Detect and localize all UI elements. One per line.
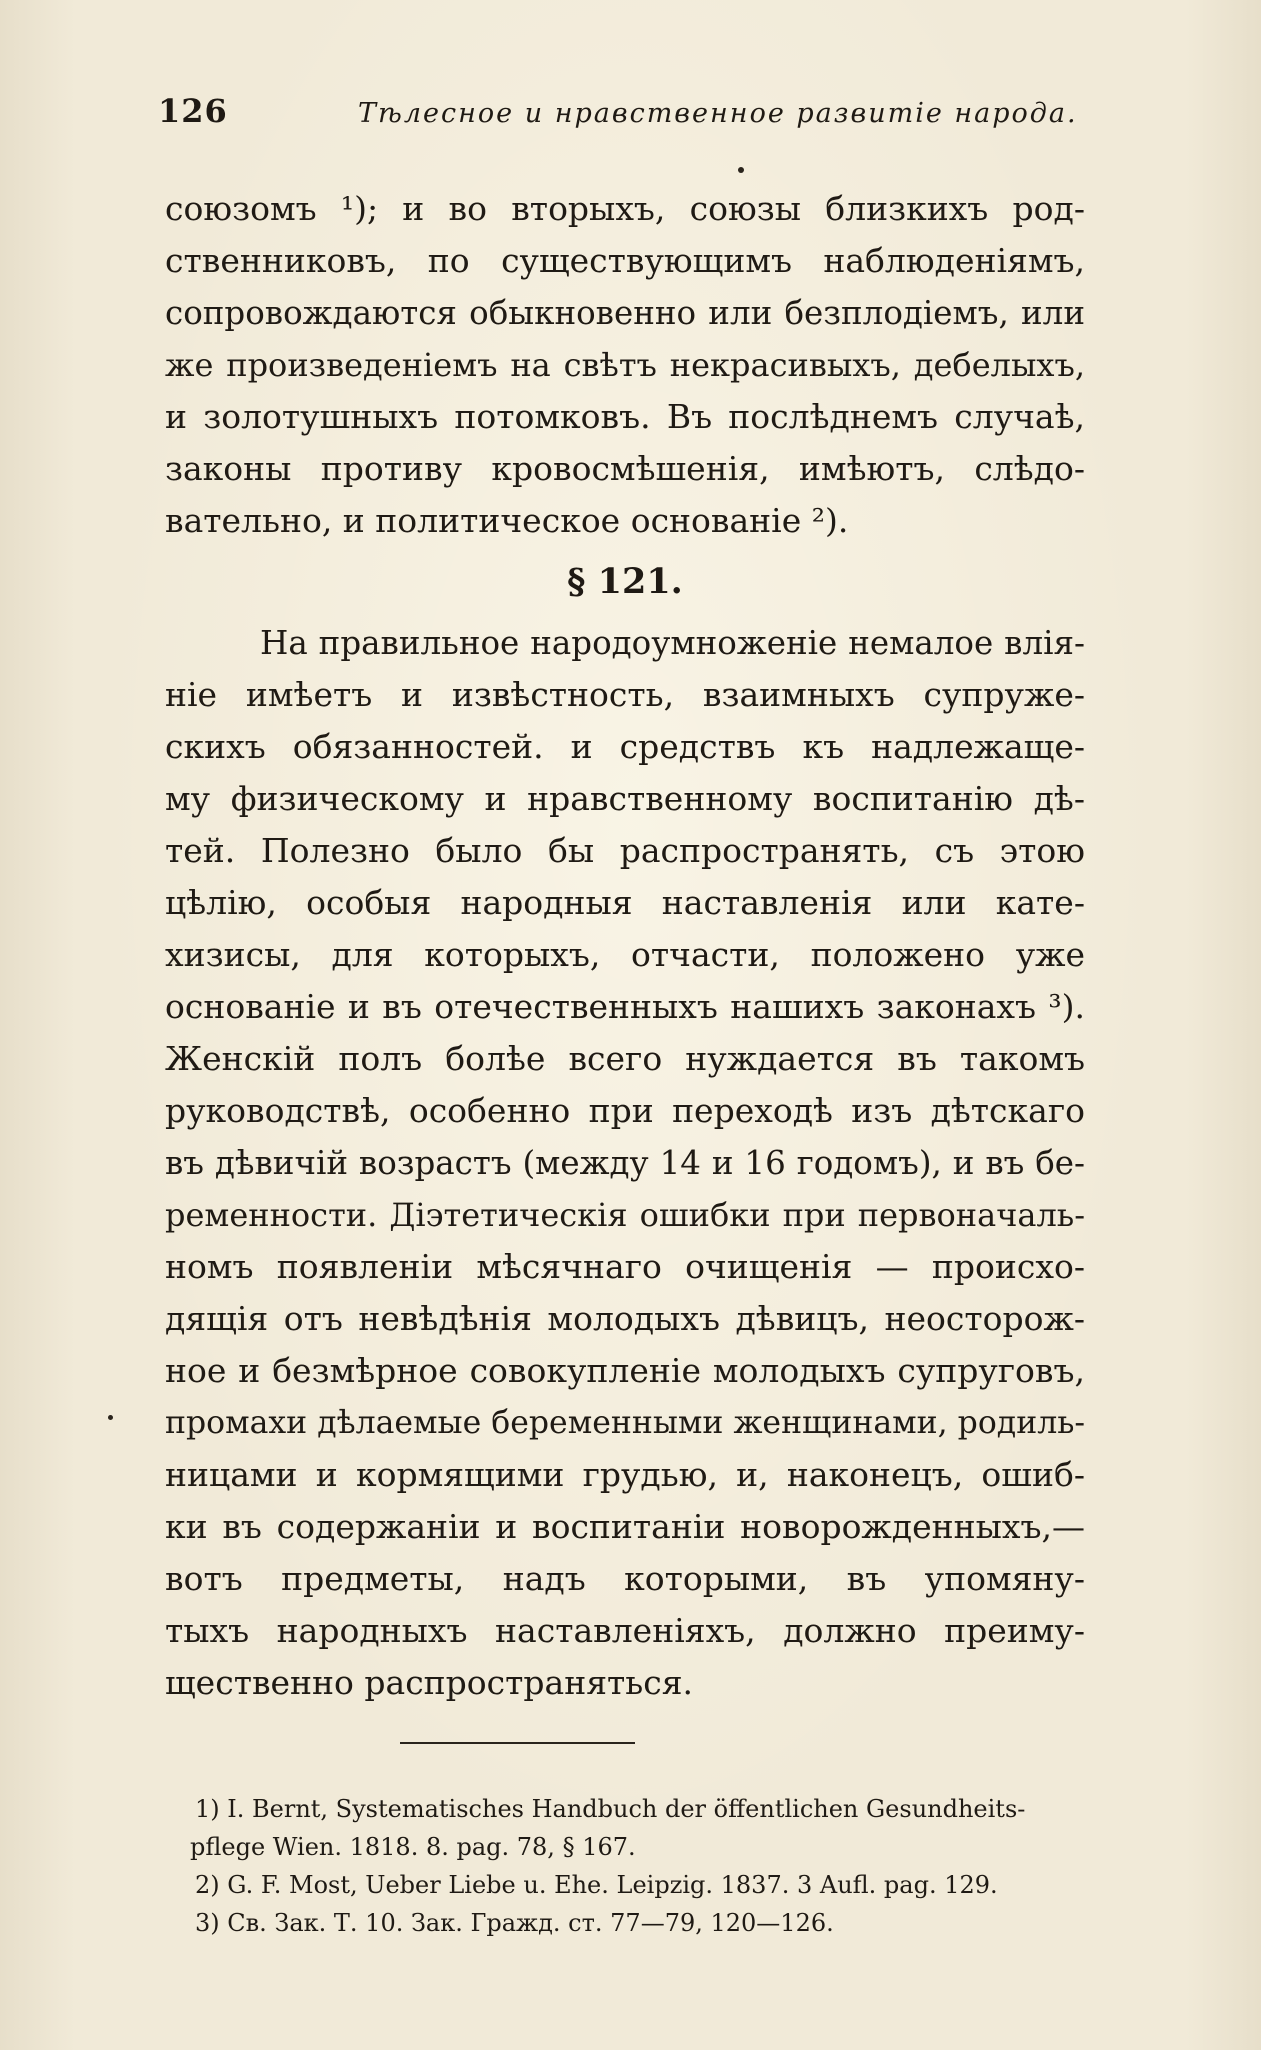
running-title: Тѣлесное и нравственное развитіе народа. (358, 98, 1078, 129)
text-line: ственниковъ, по существующимъ наблюденіямъ, (165, 241, 1085, 280)
footnote-line: pflege Wien. 1818. 8. pag. 78, § 167. (190, 1833, 636, 1861)
paragraph-line: номъ появленіи мѣсячнаго очищенія — происхо- (165, 1247, 1085, 1286)
page-header (158, 92, 1088, 142)
paragraph-line: Женскій полъ болѣе всего нуждается въ такомъ (165, 1039, 1085, 1078)
paragraph-line: му физическому и нравственному воспитанію дѣ- (165, 779, 1085, 818)
footnotes (190, 1790, 1090, 1942)
paragraph-line: тей. Полезно было бы распространять, съ этою (165, 831, 1085, 870)
paragraph-line: тыхъ народныхъ наставленіяхъ, должно преиму- (165, 1611, 1085, 1650)
paragraph-line: ременности. Діэтетическія ошибки при первоначаль- (165, 1196, 1085, 1234)
paragraph-line: ницами и кормящими грудью, и, наконецъ, ошиб- (165, 1455, 1085, 1494)
footnote-line: 2) G. F. Most, Ueber Liebe u. Ehe. Leipzig. 1837. 3 Aufl. pag. 129. (195, 1871, 998, 1899)
paragraph-line: скихъ обязанностей. и средствъ къ надлежаще- (165, 727, 1085, 766)
page-number: 126 (158, 92, 228, 130)
paragraph-line: промахи дѣлаемые беременными женщинами, родиль- (165, 1405, 1085, 1441)
ink-spot (108, 1415, 113, 1420)
text-line: же произведеніемъ на свѣтъ некрасивыхъ, дебелыхъ, (165, 346, 1085, 384)
body-text (165, 183, 1085, 1709)
footnote-divider (400, 1742, 635, 1744)
footnote-line: 1) I. Bernt, Systematisches Handbuch der öffentlichen Gesundheits- (195, 1795, 1026, 1823)
paragraph-line: цѣлію, особыя народныя наставленія или кате- (165, 883, 1085, 922)
paragraph-line: руководствѣ, особенно при переходѣ изъ дѣтскаго (165, 1091, 1085, 1130)
footnote-line: 3) Св. Зак. Т. 10. Зак. Гражд. ст. 77—79, 120—126. (195, 1909, 834, 1937)
paragraph-line: дящія отъ невѣдѣнія молодыхъ дѣвицъ, неосторож- (165, 1299, 1085, 1338)
text-line: законы противу кровосмѣшенія, имѣютъ, слѣдо- (165, 449, 1085, 488)
paragraph-line: хизисы, для которыхъ, отчасти, положено уже (165, 935, 1085, 974)
paragraph-line: вотъ предметы, надъ которыми, въ упомяну- (165, 1559, 1085, 1598)
paragraph-line: щественно распространяться. (165, 1663, 694, 1702)
paragraph-line: ки въ содержаніи и воспитаніи новорожденныхъ,— (165, 1507, 1085, 1546)
ink-spot (738, 167, 744, 173)
paragraph-line: въ дѣвичій возрастъ (между 14 и 16 годомъ), и въ бе- (165, 1144, 1085, 1182)
paragraph-line: ное и безмѣрное совокупленіе молодыхъ супруговъ, (165, 1351, 1085, 1390)
text-line: и золотушныхъ потомковъ. Въ послѣднемъ случаѣ, (165, 397, 1085, 436)
paragraph-line: ніе имѣетъ и извѣстность, взаимныхъ супруже- (165, 675, 1085, 714)
text-line: сопровождаются обыкновенно или безплодіемъ, или (165, 294, 1085, 332)
text-line: вательно, и политическое основаніе ²). (165, 501, 849, 540)
paragraph-line: На правильное народоумноженіе немалое влія- (260, 624, 1085, 662)
section-heading: § 121. (567, 561, 683, 602)
text-line: союзомъ ¹); и во вторыхъ, союзы близкихъ род- (165, 189, 1085, 228)
paragraph-line: основаніе и въ отечественныхъ нашихъ законахъ ³). (165, 987, 1085, 1026)
